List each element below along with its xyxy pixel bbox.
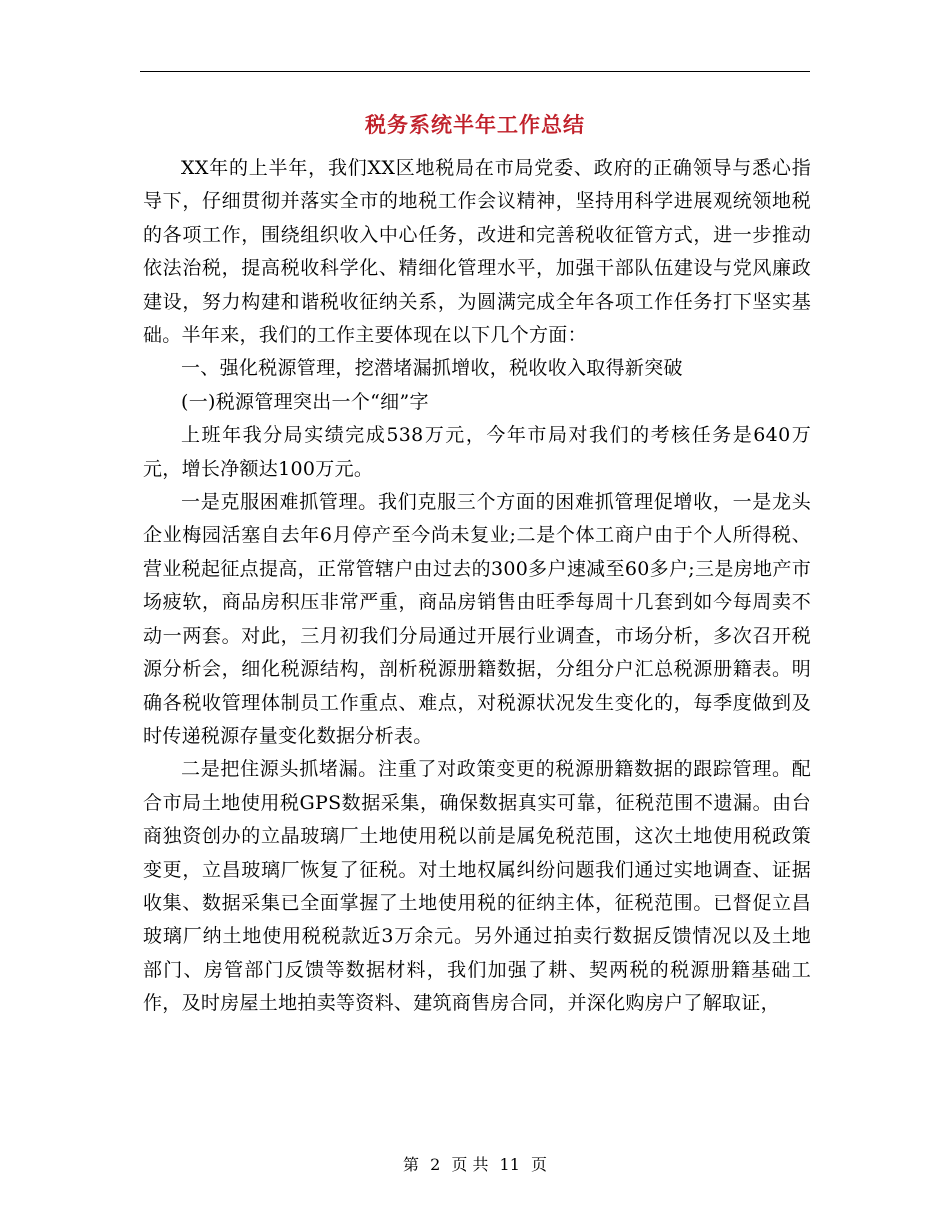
page-footer bbox=[0, 1154, 950, 1176]
page-number: 2 bbox=[430, 1155, 441, 1174]
paragraph: 一是克服困难抓管理。我们克服三个方面的困难抓管理促增收，一是龙头企业梅园活塞自去年6月停产至今尚未复业;二是个体工商户由于个人所得税、营业税起征点提高，正常管辖户由过去的300多户速减至60多户;三是房地产市场疲软，商品房积压非常严重，商品房销售由旺季每周十几套到如今每周卖不动一两套。对此，三月初我们分局通过开展行业调查，市场分析，多次召开税源分析会，细化税源结构，剖析税源册籍数据，分组分户汇总税源册籍表。明确各税收管理体制员工作重点、难点，对税源状况发生变化的，每季度做到及时传递税源存量变化数据分析表。 bbox=[143, 491, 811, 747]
page-total: 11 bbox=[499, 1155, 520, 1174]
document-body bbox=[143, 152, 811, 1021]
paragraph: XX年的上半年，我们XX区地税局在市局党委、政府的正确领导与悉心指导下，仔细贯彻并落实全市的地税工作会议精神，坚持用科学进展观统领地税的各项工作，围绕组织收入中心任务，改进和完善税收征管方式，进一步推动依法治税，提高税收科学化、精细化管理水平，加强干部队伍建设与党风廉政建设，努力构建和谐税收征纳关系，为圆满完成全年各项工作任务打下坚实基础。半年来，我们的工作主要体现在以下几个方面： bbox=[143, 157, 811, 347]
document-title: 税务系统半年工作总结 bbox=[365, 112, 585, 137]
paragraph: 上班年我分局实绩完成538万元，今年市局对我们的考核任务是640万元，增长净额达100万元。 bbox=[143, 424, 811, 480]
footer-middle: 页 共 bbox=[451, 1155, 489, 1174]
footer-suffix: 页 bbox=[531, 1155, 548, 1174]
section-heading: 一、强化税源管理，挖潜堵漏抓增收，税收收入取得新突破 bbox=[181, 357, 683, 380]
paragraph: 二是把住源头抓堵漏。注重了对政策变更的税源册籍数据的跟踪管理。配合市局土地使用税GPS数据采集，确保数据真实可靠，征税范围不遗漏。由台商独资创办的立晶玻璃厂土地使用税以前是属免税范围，这次土地使用税政策变更，立昌玻璃厂恢复了征税。对土地权属纠纷问题我们通过实地调查、证据收集、数据采集已全面掌握了土地使用税的征纳主体，征税范围。已督促立昌玻璃厂纳土地使用税税款近3万余元。另外通过拍卖行数据反馈情况以及土地部门、房管部门反馈等数据材料，我们加强了耕、契两税的税源册籍基础工作，及时房屋土地拍卖等资料、建筑商售房合同，并深化购房户了解取证， bbox=[143, 758, 811, 1015]
header-rule bbox=[140, 71, 810, 72]
footer-prefix: 第 bbox=[402, 1155, 419, 1174]
subsection-heading: (一)税源管理突出一个“细”字 bbox=[181, 390, 429, 413]
